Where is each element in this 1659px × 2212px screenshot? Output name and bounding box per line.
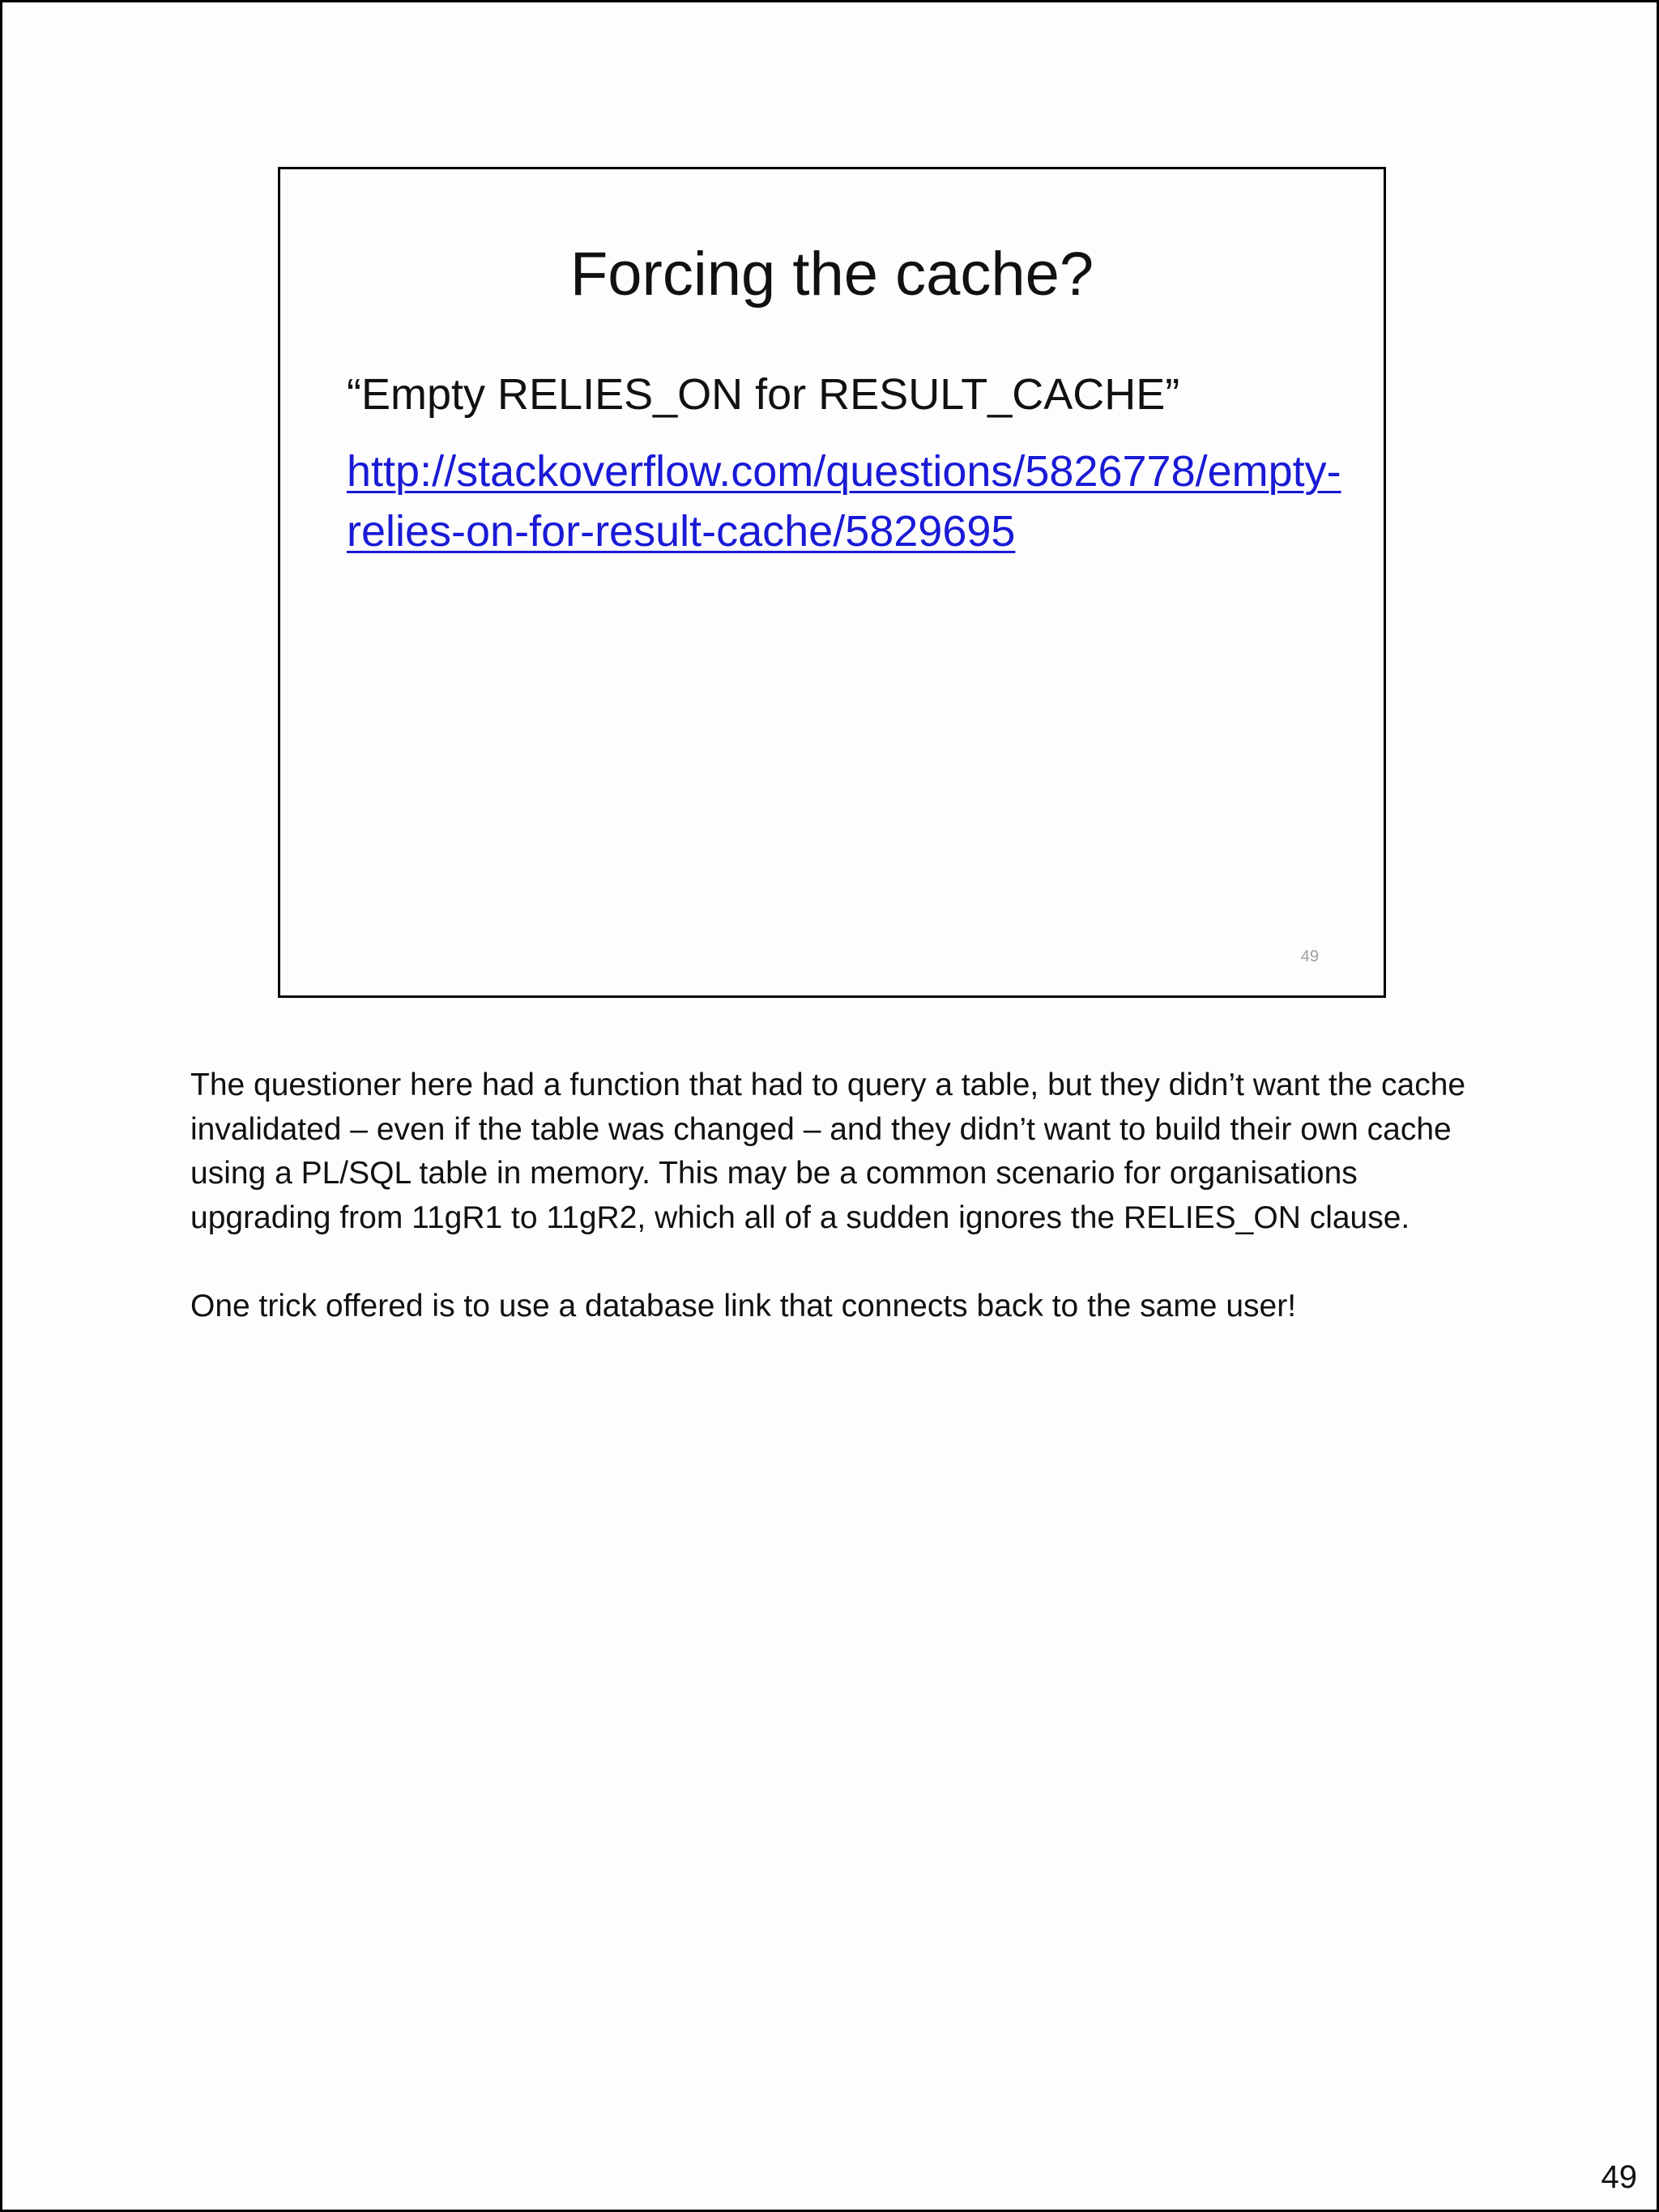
slide-thumbnail [278,167,1386,998]
notes-paragraph: One trick offered is to use a database link that connects back to the same user! [190,1288,1297,1323]
stackoverflow-link[interactable]: http://stackoverflow.com/questions/5826778/empty-relies-on-for-result-cache/5829695 [347,447,1341,556]
speaker-notes [190,1063,1486,1328]
slide-title: Forcing the cache? [569,240,1094,309]
notes-paragraph: The questioner here had a function that had to query a table, but they didn’t want the cache invalidated – even if the table was changed – and they didn’t want to build their own cache using a PL/SQL table in memory. This may be a common scenario for organisations upgrading from 11gR1 to 11gR2, which all of a sudden ignores the RELIES_ON clause. [190,1068,1466,1235]
slide-number: 49 [1300,948,1319,965]
page-number: 49 [1601,2159,1637,2195]
slide-subtitle: “Empty RELIES_ON for RESULT_CACHE” [347,370,1180,419]
